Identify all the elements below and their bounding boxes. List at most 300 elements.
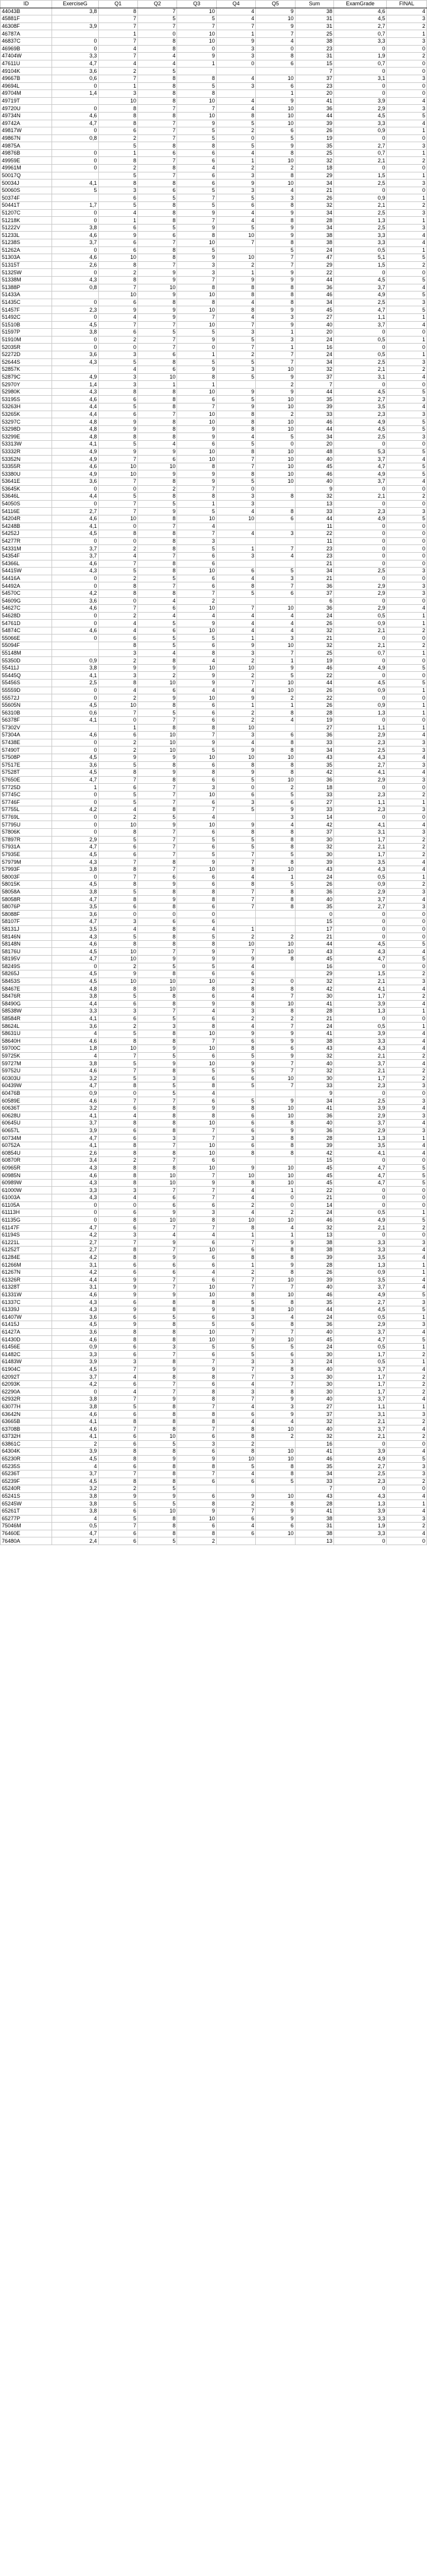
cell-q1: 6 (98, 1463, 137, 1470)
cell-q4: 3 (216, 187, 255, 194)
cell-id: 49667B (1, 75, 52, 82)
cell-id: 49742A (1, 120, 52, 127)
cell-id: 51910M (1, 336, 52, 344)
cell-q3: 6 (177, 1448, 216, 1456)
cell-q5: 8 (256, 1008, 295, 1015)
cell-q2: 8 (138, 776, 177, 784)
cell-id: 61427A (1, 1328, 52, 1336)
cell-final: 1 (387, 873, 427, 881)
cell-sum: 39 (295, 1142, 333, 1149)
cell-exercise-grade: 0 (52, 799, 98, 806)
table-row (1, 396, 427, 403)
cell-id: 46787A (1, 30, 52, 38)
cell-q4: 2 (216, 672, 255, 680)
table-row (1, 1097, 427, 1105)
table-row (1, 1142, 427, 1149)
cell-q1: 8 (98, 388, 137, 396)
cell-q5: 10 (256, 605, 295, 613)
cell-id: 53195S (1, 396, 52, 403)
cell-q5: 9 (256, 1507, 295, 1515)
cell-q5: 6 (256, 1351, 295, 1359)
cell-q3: 9 (177, 1507, 216, 1515)
cell-exercise-grade (52, 15, 98, 23)
cell-final: 0 (387, 784, 427, 792)
cell-exercise-grade: 4,5 (52, 881, 98, 889)
table-row (1, 933, 427, 941)
cell-exam-grade: 0,5 (334, 1359, 387, 1366)
cell-exam-grade: 2,1 (334, 1052, 387, 1060)
cell-exam-grade: 1,3 (334, 1500, 387, 1508)
table-row (1, 1268, 427, 1276)
cell-q2: 8 (138, 403, 177, 411)
cell-q2: 9 (138, 821, 177, 829)
cell-sum: 33 (295, 1478, 333, 1485)
cell-q3: 5 (177, 187, 216, 194)
cell-q2: 8 (138, 112, 177, 120)
cell-final: 0 (387, 344, 427, 351)
cell-id: 57745C (1, 791, 52, 799)
cell-final: 4 (387, 1507, 427, 1515)
table-row (1, 1276, 427, 1284)
cell-q1: 10 (98, 515, 137, 523)
table-row (1, 180, 427, 187)
cell-exercise-grade: 0,9 (52, 657, 98, 665)
cell-q5: 4 (256, 552, 295, 560)
cell-q2: 8 (138, 433, 177, 441)
cell-exercise-grade: 2,3 (52, 306, 98, 314)
cell-q3: 5 (177, 963, 216, 970)
cell-exercise-grade: 4,5 (52, 1366, 98, 1373)
cell-exam-grade: 0 (334, 523, 387, 530)
cell-q1: 2 (98, 813, 137, 821)
cell-q2: 7 (138, 1284, 177, 1292)
table-row (1, 739, 427, 746)
cell-q3: 8 (177, 1500, 216, 1508)
cell-q3: 4 (177, 925, 216, 933)
cell-q3: 9 (177, 672, 216, 680)
cell-sum: 18 (295, 165, 333, 172)
cell-id: 51303A (1, 254, 52, 262)
cell-q1: 5 (98, 888, 137, 896)
cell-exam-grade: 4,1 (334, 985, 387, 993)
cell-sum: 32 (295, 1433, 333, 1441)
cell-final: 2 (387, 836, 427, 844)
cell-q5 (256, 1440, 295, 1448)
cell-q2: 7 (138, 851, 177, 858)
cell-q2: 7 (138, 523, 177, 530)
cell-exercise-grade: 3,9 (52, 1127, 98, 1135)
cell-sum: 38 (295, 1037, 333, 1045)
cell-sum: 26 (295, 687, 333, 694)
cell-q1: 5 (98, 1060, 137, 1068)
cell-exam-grade: 3,7 (334, 478, 387, 486)
table-row (1, 911, 427, 918)
cell-sum: 45 (295, 1179, 333, 1187)
cell-id: 65236T (1, 1470, 52, 1478)
cell-q3: 9 (177, 1104, 216, 1112)
cell-sum: 43 (295, 948, 333, 956)
cell-sum: 30 (295, 851, 333, 858)
cell-q1: 0 (98, 1202, 137, 1209)
cell-final: 4 (387, 321, 427, 329)
cell-q4: 7 (216, 344, 255, 351)
cell-q1: 7 (98, 1097, 137, 1105)
cell-id: 54366L (1, 560, 52, 568)
cell-id: 57304A (1, 732, 52, 739)
cell-sum: 26 (295, 881, 333, 889)
cell-final: 5 (387, 470, 427, 478)
cell-exercise-grade: 4,7 (52, 120, 98, 127)
cell-q1: 8 (98, 8, 137, 15)
cell-exercise-grade: 4,6 (52, 232, 98, 239)
cell-id: 60854U (1, 1149, 52, 1157)
cell-q1: 4 (98, 552, 137, 560)
cell-q5: 10 (256, 456, 295, 463)
cell-q5: 8 (256, 217, 295, 225)
cell-id: 61331W (1, 1291, 52, 1299)
cell-id: 57993F (1, 866, 52, 873)
cell-q1: 7 (98, 478, 137, 486)
cell-exam-grade: 2,5 (334, 224, 387, 232)
cell-sum: 28 (295, 1500, 333, 1508)
cell-exam-grade: 4,9 (334, 1291, 387, 1299)
cell-final: 0 (387, 1485, 427, 1493)
cell-sum: 32 (295, 978, 333, 985)
table-row (1, 717, 427, 725)
cell-q2: 9 (138, 769, 177, 777)
cell-q2: 9 (138, 269, 177, 277)
cell-q3: 10 (177, 411, 216, 418)
cell-q5: 0 (256, 1194, 295, 1202)
cell-exercise-grade: 4,6 (52, 1291, 98, 1299)
cell-exam-grade: 1,7 (334, 1075, 387, 1082)
cell-q5: 3 (256, 575, 295, 582)
cell-q4: 2 (216, 351, 255, 358)
cell-final: 1 (387, 246, 427, 254)
cell-q2: 8 (138, 1373, 177, 1381)
cell-q3: 8 (177, 1299, 216, 1306)
cell-q4: 1 (216, 157, 255, 165)
cell-q5: 1 (256, 701, 295, 709)
cell-exercise-grade: 2,6 (52, 261, 98, 269)
cell-exercise-grade: 4,4 (52, 403, 98, 411)
cell-id: 58640H (1, 1037, 52, 1045)
cell-q3: 4 (177, 523, 216, 530)
cell-exam-grade: 2,5 (334, 209, 387, 217)
cell-sum: 21 (295, 1194, 333, 1202)
cell-q4: 10 (216, 664, 255, 672)
cell-final: 1 (387, 1268, 427, 1276)
cell-id: 61105A (1, 1202, 52, 1209)
cell-sum: 18 (295, 784, 333, 792)
cell-sum: 41 (295, 1448, 333, 1456)
cell-q3: 6 (177, 575, 216, 582)
cell-q3: 5 (177, 82, 216, 90)
cell-q4: 4 (216, 873, 255, 881)
cell-q3: 10 (177, 112, 216, 120)
table-row (1, 1537, 427, 1545)
cell-exam-grade: 2,1 (334, 493, 387, 501)
table-row (1, 925, 427, 933)
table-row (1, 30, 427, 38)
cell-q2: 5 (138, 709, 177, 717)
cell-exam-grade: 4,3 (334, 1045, 387, 1053)
cell-final: 0 (387, 68, 427, 75)
cell-sum: 22 (295, 694, 333, 702)
table-row (1, 530, 427, 538)
cell-sum: 38 (295, 239, 333, 247)
cell-exercise-grade: 0 (52, 582, 98, 590)
table-row (1, 978, 427, 985)
cell-q3: 6 (177, 1097, 216, 1105)
cell-q5: 3 (256, 194, 295, 202)
cell-q4: 1 (216, 545, 255, 553)
cell-q5: 1 (256, 657, 295, 665)
cell-exercise-grade: 3,8 (52, 664, 98, 672)
cell-exercise-grade: 1,4 (52, 381, 98, 389)
cell-id: 49875A (1, 142, 52, 150)
cell-exercise-grade: 4,6 (52, 254, 98, 262)
cell-q1: 8 (98, 112, 137, 120)
cell-q1: 8 (98, 1328, 137, 1336)
cell-q1: 7 (98, 37, 137, 45)
cell-exam-grade: 2,5 (334, 1470, 387, 1478)
table-row (1, 441, 427, 448)
table-row (1, 299, 427, 306)
cell-exam-grade: 3,3 (334, 1037, 387, 1045)
cell-q3: 9 (177, 470, 216, 478)
cell-q5: 7 (256, 1380, 295, 1388)
cell-id: 65245W (1, 1500, 52, 1508)
table-row (1, 284, 427, 291)
cell-q4: 5 (216, 776, 255, 784)
cell-sum: 38 (295, 1515, 333, 1523)
table-row (1, 754, 427, 761)
cell-q2: 8 (138, 888, 177, 896)
cell-q3: 5 (177, 329, 216, 337)
cell-q2: 8 (138, 478, 177, 486)
cell-q5: 8 (256, 1149, 295, 1157)
cell-final: 4 (387, 769, 427, 777)
table-row (1, 1112, 427, 1120)
table-row (1, 217, 427, 225)
cell-final: 1 (387, 701, 427, 709)
cell-q2: 6 (138, 1268, 177, 1276)
cell-q5: 10 (256, 948, 295, 956)
cell-q3: 5 (177, 15, 216, 23)
table-row (1, 1306, 427, 1313)
cell-q2: 9 (138, 291, 177, 299)
cell-q5: 8 (256, 1268, 295, 1276)
table-row (1, 761, 427, 769)
cell-final: 4 (387, 1030, 427, 1037)
cell-q3: 8 (177, 940, 216, 948)
cell-sum: 32 (295, 1418, 333, 1425)
cell-q5: 8 (256, 1254, 295, 1261)
cell-exam-grade: 3,3 (334, 239, 387, 247)
cell-q1: 9 (98, 232, 137, 239)
cell-exam-grade: 3,3 (334, 37, 387, 45)
cell-exam-grade: 0,5 (334, 612, 387, 620)
cell-sum: 40 (295, 1120, 333, 1127)
cell-sum: 33 (295, 791, 333, 799)
cell-q2: 7 (138, 1224, 177, 1232)
table-row (1, 321, 427, 329)
cell-exercise-grade: 4,7 (52, 60, 98, 68)
table-row (1, 537, 427, 545)
cell-sum: 44 (295, 680, 333, 687)
cell-exercise-grade: 0,9 (52, 1090, 98, 1097)
cell-id: 58076P (1, 903, 52, 911)
cell-q5: 3 (256, 813, 295, 821)
table-row (1, 672, 427, 680)
table-row (1, 165, 427, 172)
cell-exam-grade: 3,9 (334, 1448, 387, 1456)
table-row (1, 649, 427, 657)
cell-q1: 7 (98, 1067, 137, 1075)
cell-id: 61113H (1, 1209, 52, 1217)
cell-q4: 4 (216, 687, 255, 694)
cell-q2: 8 (138, 425, 177, 433)
cell-q2: 9 (138, 754, 177, 761)
cell-q2: 5 (138, 620, 177, 627)
cell-q1: 7 (98, 321, 137, 329)
cell-exam-grade: 4,3 (334, 754, 387, 761)
cell-id: 59725K (1, 1052, 52, 1060)
cell-exam-grade: 4,9 (334, 470, 387, 478)
cell-q2: 9 (138, 664, 177, 672)
table-row (1, 1321, 427, 1329)
cell-q5 (256, 911, 295, 918)
table-row (1, 1396, 427, 1404)
cell-id: 49961M (1, 165, 52, 172)
cell-q4 (216, 523, 255, 530)
cell-q5: 7 (256, 261, 295, 269)
cell-q5: 8 (256, 202, 295, 210)
cell-q4: 4 (216, 963, 255, 970)
cell-id: 49876B (1, 149, 52, 157)
cell-q3: 8 (177, 1530, 216, 1537)
cell-q3: 9 (177, 433, 216, 441)
cell-q3: 7 (177, 589, 216, 597)
table-row (1, 597, 427, 605)
cell-sum: 13 (295, 1537, 333, 1545)
cell-q1: 9 (98, 418, 137, 426)
cell-exercise-grade: 4,5 (52, 321, 98, 329)
cell-q5: 4 (256, 627, 295, 635)
cell-q4: 4 (216, 620, 255, 627)
table-row (1, 1023, 427, 1030)
cell-id: 51388P (1, 284, 52, 291)
cell-final: 3 (387, 739, 427, 746)
table-row (1, 806, 427, 814)
cell-id: 60989W (1, 1179, 52, 1187)
cell-q3: 4 (177, 687, 216, 694)
cell-exam-grade: 0 (334, 672, 387, 680)
cell-q4: 4 (216, 8, 255, 15)
cell-q1: 9 (98, 1306, 137, 1313)
cell-final: 3 (387, 37, 427, 45)
cell-q3: 9 (177, 1306, 216, 1313)
cell-id: 58015K (1, 881, 52, 889)
cell-q3: 6 (177, 1351, 216, 1359)
cell-id: 65230R (1, 1455, 52, 1463)
cell-exercise-grade: 2,5 (52, 680, 98, 687)
cell-exercise-grade: 4,3 (52, 1194, 98, 1202)
cell-q2: 8 (138, 933, 177, 941)
cell-q2: 8 (138, 903, 177, 911)
cell-q4: 8 (216, 1179, 255, 1187)
table-row (1, 1425, 427, 1433)
cell-q3: 4 (177, 165, 216, 172)
cell-exercise-grade (52, 724, 98, 732)
cell-q1: 3 (98, 351, 137, 358)
cell-id: 61483W (1, 1359, 52, 1366)
cell-q5: 7 (256, 545, 295, 553)
cell-id: 56378F (1, 717, 52, 725)
cell-final: 5 (387, 1455, 427, 1463)
cell-exam-grade: 4,9 (334, 1455, 387, 1463)
table-row (1, 1120, 427, 1127)
cell-q4: 4 (216, 612, 255, 620)
cell-q1: 4 (98, 60, 137, 68)
cell-q3: 9 (177, 858, 216, 866)
cell-sum: 24 (295, 351, 333, 358)
cell-exercise-grade: 4,6 (52, 1425, 98, 1433)
cell-q2: 6 (138, 149, 177, 157)
table-row (1, 403, 427, 411)
cell-final: 3 (387, 761, 427, 769)
cell-exercise-grade: 3,1 (52, 1284, 98, 1292)
cell-exam-grade: 0,7 (334, 60, 387, 68)
cell-q5: 7 (256, 1328, 295, 1336)
cell-sum: 38 (295, 1239, 333, 1247)
cell-id: 53332R (1, 448, 52, 456)
cell-final: 2 (387, 992, 427, 1000)
cell-q1: 6 (98, 299, 137, 306)
cell-sum: 45 (295, 956, 333, 963)
cell-q2: 5 (138, 1537, 177, 1545)
cell-sum: 38 (295, 232, 333, 239)
cell-q5: 7 (256, 1082, 295, 1090)
cell-q2: 4 (138, 612, 177, 620)
cell-q4: 1 (216, 30, 255, 38)
cell-exercise-grade: 4,6 (52, 396, 98, 403)
cell-q4: 6 (216, 1127, 255, 1135)
cell-id: 54761D (1, 620, 52, 627)
cell-q1: 6 (98, 1351, 137, 1359)
cell-q5: 10 (256, 1216, 295, 1224)
cell-q1: 6 (98, 329, 137, 337)
cell-q5: 1 (256, 90, 295, 98)
cell-q3: 10 (177, 1030, 216, 1037)
cell-q5: 9 (256, 1239, 295, 1247)
table-row (1, 306, 427, 314)
cell-q5: 8 (256, 1135, 295, 1142)
cell-q4: 3 (216, 1135, 255, 1142)
cell-q5: 5 (256, 568, 295, 575)
cell-q2: 5 (138, 1082, 177, 1090)
cell-q5: 9 (256, 209, 295, 217)
cell-q2: 8 (138, 1463, 177, 1470)
cell-exercise-grade: 3,8 (52, 888, 98, 896)
cell-sum: 30 (295, 1373, 333, 1381)
table-row (1, 411, 427, 418)
cell-q2: 8 (138, 589, 177, 597)
cell-exam-grade: 2,7 (334, 903, 387, 911)
cell-q3: 6 (177, 881, 216, 889)
cell-q3: 9 (177, 478, 216, 486)
